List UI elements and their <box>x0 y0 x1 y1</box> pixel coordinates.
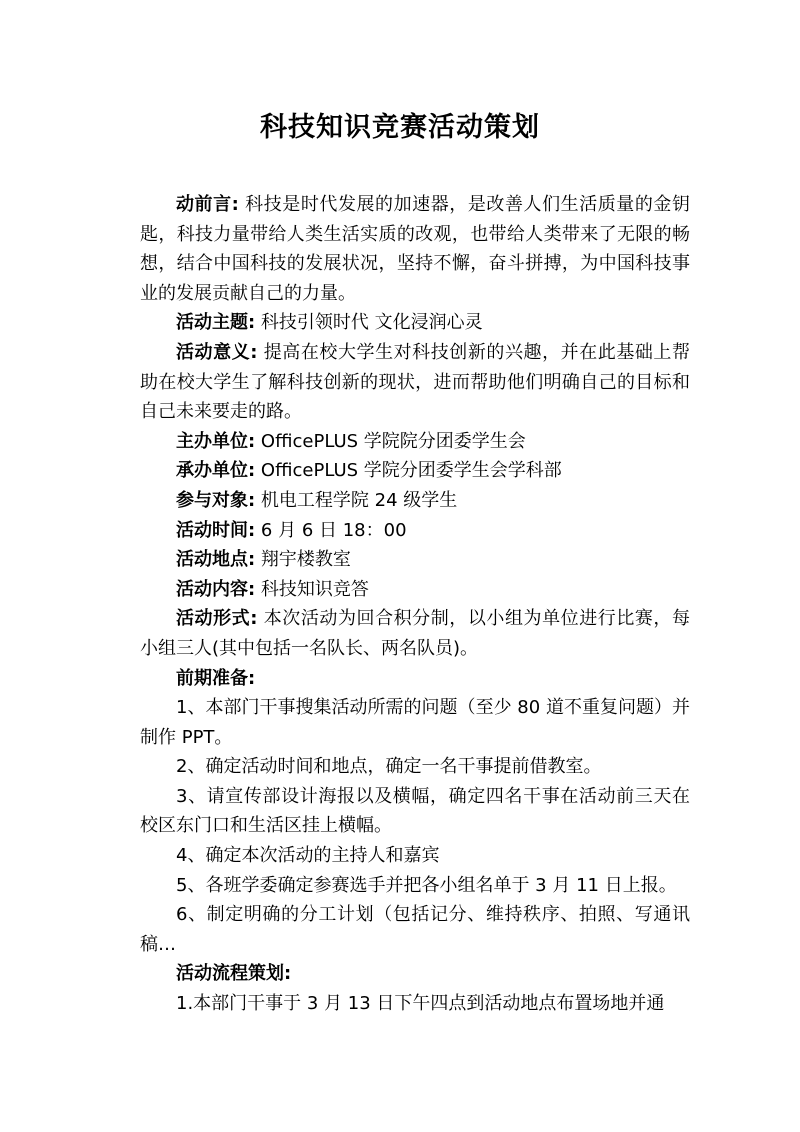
location-label: 活动地点: <box>176 549 256 571</box>
process-item: 1.本部门干事于 3 月 13 日下午四点到活动地点布置场地并通 <box>176 993 665 1015</box>
preface-paragraph <box>140 190 690 308</box>
location-text: 翔宇楼教室 <box>255 549 351 571</box>
preface-text: 科技是时代发展的加速器，是改善人们生活质量的金钥匙，科技力量带给人类生活实质的改观，也带给人类带来了无限的畅想，结合中国科技的发展状况，坚持不懈，奋斗拼搏，为中国科技事业的发展贡献自己的力量。 <box>140 194 690 304</box>
process-heading <box>140 959 690 989</box>
organizer-text: OfficePLUS 学院分团委学生会学科部 <box>255 460 562 482</box>
preparation-item: 6、制定明确的分工计划（包括记分、维持秩序、拍照、写通讯稿… <box>140 904 690 955</box>
preparation-heading <box>140 664 690 694</box>
format-label: 活动形式: <box>176 608 258 630</box>
participants-label: 参与对象: <box>176 489 256 511</box>
time-text: 6 月 6 日 18：00 <box>255 519 407 541</box>
preparation-heading-label: 前期准备: <box>176 667 256 689</box>
organizer-label: 承办单位: <box>176 460 256 482</box>
location-paragraph <box>140 545 690 575</box>
organizer-paragraph <box>140 456 690 486</box>
significance-label: 活动意义: <box>176 341 258 363</box>
preface-label: 动前言: <box>176 194 239 215</box>
host-text: OfficePLUS 学院院分团委学生会 <box>255 430 526 452</box>
host-paragraph <box>140 427 690 457</box>
participants-text: 机电工程学院 24 级学生 <box>255 489 458 511</box>
content-paragraph <box>140 575 690 605</box>
significance-paragraph <box>140 338 690 427</box>
document-title: 科技知识竞赛活动策划 <box>260 112 540 143</box>
participants-paragraph <box>140 486 690 516</box>
content-label: 活动内容: <box>176 578 256 600</box>
preparation-item: 4、确定本次活动的主持人和嘉宾 <box>176 845 440 867</box>
preparation-item: 3、请宣传部设计海报以及横幅，确定四名干事在活动前三天在校区东门口和生活区挂上横幅。 <box>140 785 690 837</box>
preparation-item: 2、确定活动时间和地点，确定一名干事提前借教室。 <box>176 756 602 778</box>
preparation-item: 5、各班学委确定参赛选手并把各小组名单于 3 月 11 日上报。 <box>176 874 677 896</box>
document-body <box>140 190 690 1019</box>
time-paragraph <box>140 516 690 546</box>
format-text: 本次活动为回合积分制，以小组为单位进行比赛，每小组三人(其中包括一名队长、两名队员)。 <box>140 608 690 659</box>
content-text: 科技知识竞答 <box>255 578 369 600</box>
process-heading-label: 活动流程策划: <box>176 963 292 985</box>
theme-text: 科技引领时代 文化浸润心灵 <box>255 312 483 334</box>
format-paragraph <box>140 604 690 663</box>
theme-paragraph <box>140 308 690 338</box>
significance-text: 提高在校大学生对科技创新的兴趣，并在此基础上帮助在校大学生了解科技创新的现状，进而帮助他们明确自己的目标和自己未来要走的路。 <box>140 341 690 423</box>
time-label: 活动时间: <box>176 519 256 541</box>
theme-label: 活动主题: <box>176 312 256 334</box>
host-label: 主办单位: <box>176 430 256 452</box>
preparation-item: 1、本部门干事搜集活动所需的问题（至少 80 道不重复问题）并制作 PPT。 <box>140 697 690 748</box>
